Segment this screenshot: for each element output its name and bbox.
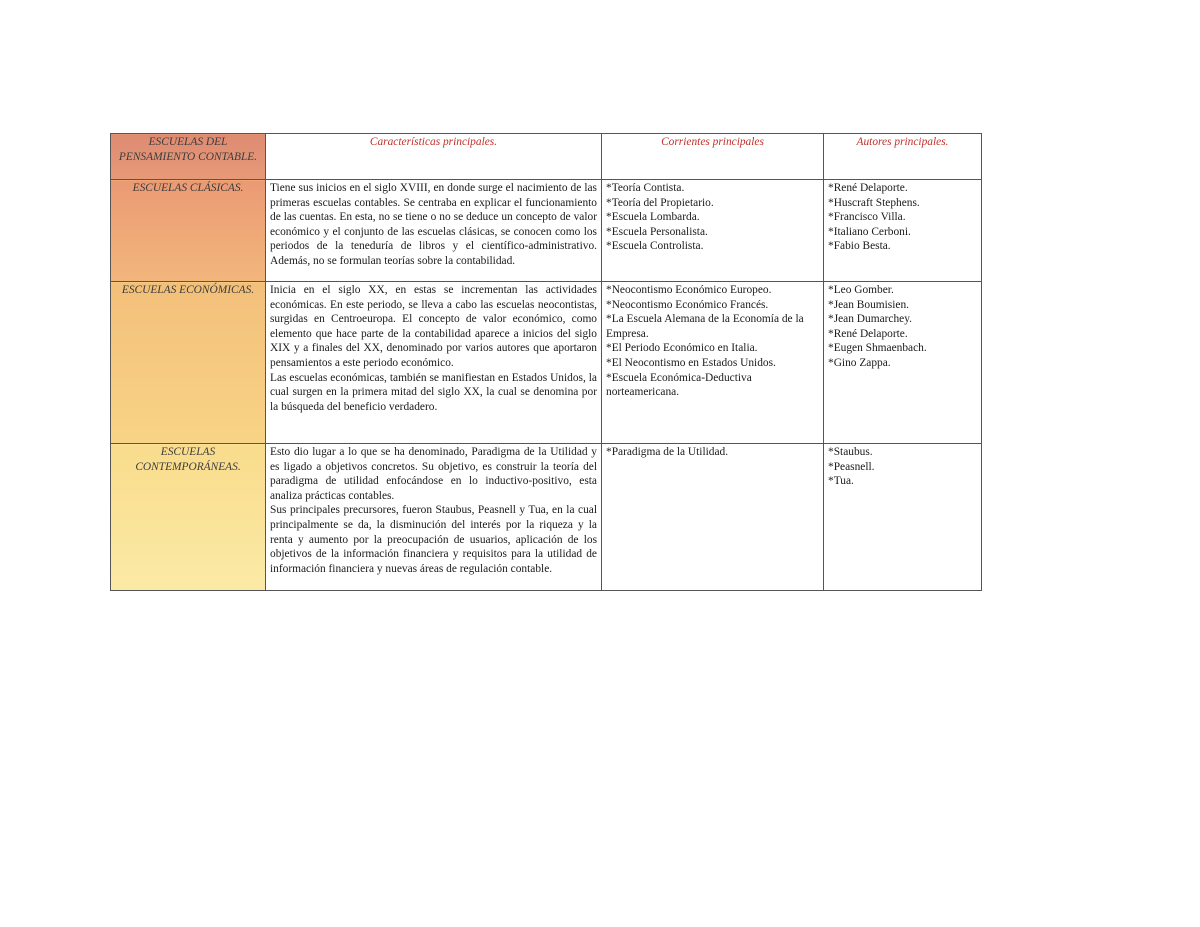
list-item: *Jean Boumisien. <box>828 298 909 311</box>
list-item: *Tua. <box>828 475 854 488</box>
list-item: *René Delaporte. <box>828 327 908 340</box>
currents-cell <box>602 282 824 444</box>
list-item: *Huscraft Stephens. <box>828 196 920 209</box>
list-item: *Eugen Shmaenbach. <box>828 342 927 355</box>
header-row <box>111 134 982 180</box>
characteristics-cell: Tiene sus inicios en el siglo XVIII, en donde surge el nacimiento de las primeras escuelas contables. Se centraba en explicar el funcionamiento de las cuentas. En esta, no se tiene o no se deduce un concepto de valor económico y el conjunto de las escuelas clásicas, se conocen como los periodos de la teneduría de libros y el científico-administrativo. Además, no se formulan teorías sobre la contabilidad. <box>266 180 602 282</box>
currents-cell <box>602 444 824 591</box>
authors-cell <box>824 180 982 282</box>
header-authors: Autores principales. <box>824 134 982 180</box>
list-item: *Escuela Lombarda. <box>606 211 700 224</box>
list-item: *Gino Zappa. <box>828 356 891 369</box>
list-item: *Peasnell. <box>828 460 875 473</box>
list-item: *El Neocontismo en Estados Unidos. <box>606 356 776 369</box>
header-characteristics: Características principales. <box>266 134 602 180</box>
list-item: *Fabio Besta. <box>828 240 891 253</box>
currents-cell <box>602 180 824 282</box>
authors-cell <box>824 444 982 591</box>
characteristics-paragraph: Esto dio lugar a lo que se ha denominado, Paradigma de la Utilidad y es ligado a objetivos concretos. Su objetivo, es construir la teoría del paradigma de utilidad enfocándose en lo inductivo-positivo, esta analiza prácticas contables. <box>270 446 597 502</box>
school-name: ESCUELAS CLÁSICAS. <box>111 180 266 282</box>
schools-table <box>110 133 982 591</box>
list-item: *Escuela Económica-Deductiva norteamericana. <box>606 371 752 399</box>
school-name: ESCUELAS ECONÓMICAS. <box>111 282 266 444</box>
list-item: *Neocontismo Económico Europeo. <box>606 284 772 296</box>
list-item: *Teoría Contista. <box>606 182 685 194</box>
characteristics-cell <box>266 282 602 444</box>
row-economic-schools <box>111 282 982 444</box>
characteristics-paragraph: Inicia en el siglo XX, en estas se incrementan las actividades económicas. En este periodo, se lleva a cabo las escuelas neocontistas, surgidas en Centroeuropa. El concepto de valor económico, como elemento que hace parte de la contabilidad aparece a inicios del siglo XIX y a finales del XX, denominado por varios autores que aportaron pensamientos a este periodo económico. <box>270 284 597 369</box>
header-currents: Corrientes principales <box>602 134 824 180</box>
authors-cell <box>824 282 982 444</box>
list-item: *Neocontismo Económico Francés. <box>606 298 769 311</box>
list-item: *Francisco Villa. <box>828 211 906 224</box>
list-item: *La Escuela Alemana de la Economía de la Empresa. <box>606 313 804 340</box>
list-item: *Paradigma de la Utilidad. <box>606 446 729 458</box>
header-schools: ESCUELAS DEL PENSAMIENTO CONTABLE. <box>111 134 266 180</box>
list-item: *Italiano Cerboni. <box>828 225 911 238</box>
school-name: ESCUELAS CONTEMPORÁNEAS. <box>111 444 266 591</box>
list-item: *Leo Gomber. <box>828 284 894 296</box>
list-item: *Escuela Personalista. <box>606 225 708 238</box>
characteristics-cell <box>266 444 602 591</box>
list-item: *René Delaporte. <box>828 182 908 194</box>
row-contemporary-schools <box>111 444 982 591</box>
row-classic-schools <box>111 180 982 282</box>
characteristics-paragraph: Las escuelas económicas, también se manifiestan en Estados Unidos, la cual surgen en la primera mitad del siglo XX, la cual se denomina por la búsqueda del beneficio verdadero. <box>270 371 597 413</box>
characteristics-paragraph: Sus principales precursores, fueron Staubus, Peasnell y Tua, en la cual principalmente se da, la disminución del interés por la riqueza y la renta y aumento por la preocupación de usuarios, aplicación de los objetivos de la información financiera y requisitos para la utilidad de información financiera y nuevas áreas de regulación contable. <box>270 504 597 575</box>
list-item: *Staubus. <box>828 446 873 458</box>
list-item: *El Periodo Económico en Italia. <box>606 342 758 355</box>
list-item: *Jean Dumarchey. <box>828 313 913 326</box>
list-item: *Escuela Controlista. <box>606 240 704 253</box>
list-item: *Teoría del Propietario. <box>606 196 714 209</box>
